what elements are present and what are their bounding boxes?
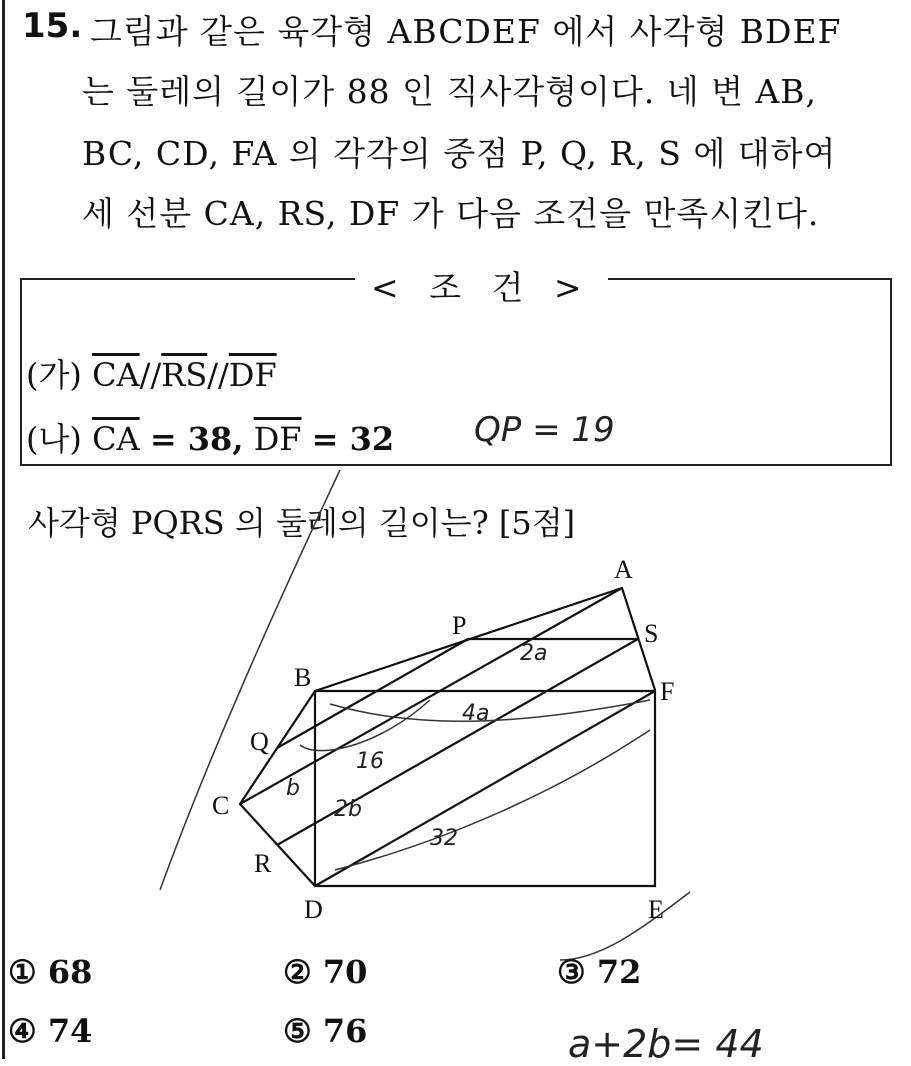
- problem-line-4: 세 선분 CA, RS, DF 가 다음 조건을 만족시킨다.: [82, 194, 820, 233]
- segment-rs: $\overline{RS}$: [161, 356, 208, 394]
- equals-value: = 32: [311, 420, 395, 458]
- handwritten-label-32: 32: [430, 826, 458, 851]
- vertex-label-b: B: [294, 663, 312, 692]
- segment-ca: $\overline{CA}$: [92, 420, 140, 458]
- vertex-label-f: F: [660, 677, 675, 706]
- choice-5[interactable]: ⑤ 76: [283, 1012, 368, 1050]
- vertex-label-d: D: [304, 895, 323, 924]
- condition-label: (나): [26, 420, 82, 458]
- midpoint-label-r: R: [254, 849, 272, 878]
- handwritten-label-b: b: [286, 776, 300, 801]
- choice-3[interactable]: ③ 72: [557, 953, 642, 991]
- problem-line-2: 는 둘레의 길이가 88 인 직사각형이다. 네 변 AB,: [82, 72, 818, 111]
- problem-line-3: BC, CD, FA 의 각각의 중점 P, Q, R, S 에 대하여: [82, 134, 837, 173]
- choice-1[interactable]: ① 68: [8, 953, 93, 991]
- handwritten-slash: [160, 470, 340, 890]
- question-text: 사각형 PQRS 의 둘레의 길이는? [5점]: [28, 504, 576, 542]
- condition-label: (가): [26, 356, 82, 394]
- segment-df: $\overline{DF}$: [253, 420, 302, 458]
- handwritten-mark-e: [560, 892, 690, 960]
- handwritten-label-2a: 2a: [520, 641, 548, 666]
- vertex-label-c: C: [212, 791, 230, 820]
- parallel-symbol: //: [207, 356, 229, 394]
- parallel-symbol: //: [139, 356, 162, 394]
- handwritten-label-2b: 2b: [334, 797, 362, 822]
- choice-4[interactable]: ④ 74: [8, 1012, 93, 1050]
- midpoint-label-p: P: [452, 611, 467, 640]
- handwritten-label-16: 16: [356, 749, 384, 774]
- vertex-label-a: A: [614, 555, 633, 584]
- equals-value: = 38,: [149, 420, 244, 458]
- segment-rs-line: [277, 639, 638, 845]
- problem-text: 그림과 같은 육각형 ABCDEF 에서 사각형 BDEF: [90, 12, 842, 51]
- vertex-label-e: E: [648, 895, 664, 924]
- handwritten-note-qp: QP = 19: [474, 410, 615, 450]
- midpoint-label-q: Q: [250, 727, 269, 756]
- midpoint-label-s: S: [644, 619, 659, 648]
- problem-number: 15.: [22, 6, 83, 46]
- segment-df: $\overline{DF}$: [228, 356, 277, 394]
- condition-title: < 조 건 >: [355, 262, 608, 309]
- handwritten-arc-4a: [330, 700, 650, 721]
- handwritten-label-4a: 4a: [462, 701, 490, 726]
- segment-ca: $\overline{CA}$: [92, 356, 140, 394]
- segment-qp-line: [277, 639, 468, 748]
- choice-2[interactable]: ② 70: [283, 953, 368, 991]
- handwritten-equation: a+2b= 44: [568, 1022, 764, 1066]
- segment-ca-line: [240, 588, 622, 804]
